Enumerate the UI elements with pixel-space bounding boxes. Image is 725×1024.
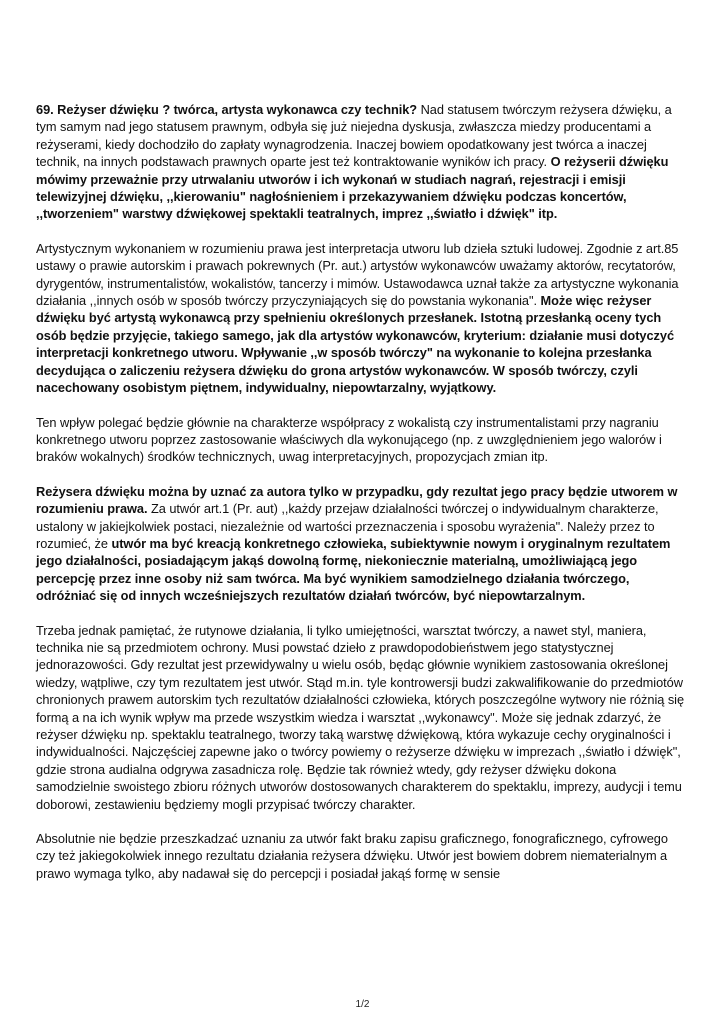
paragraph-4-run-1: Reżysera dźwięku można by uznać za autora tylko w przypadku, gdy rezultat jego pracy będzie utworem w rozumieniu prawa. bbox=[36, 483, 678, 517]
paragraph-5-run-1: Trzeba jednak pamiętać, że rutynowe działania, li tylko umiejętności, warsztat twórczy, a nawet styl, maniera, technika nie są przedmiotem ochrony. Musi powstać dzieło z prawdopodobieństwem jego statystycznej jednorazowości. Gdy rezultat jest przewidywalny u wielu osób, będąc głównie wynikiem zastosowania określonej wiedzy, wątpliwe, czy tym rezultatem jest utwór. Stąd m.in. tyle kontrowersji budzi zakwalifikowanie do przedmiotów chronionych prawem autorskim tych rezultatów działalności człowieka, których poszczególne wytwory nie różnią się formą a na ich wynik wpływ ma przede wszystkim wiedza i warsztat ,,wykonawcy". Może się jednak zdarzyć, że reżyser dźwięku np. spektaklu teatralnego, tworzy taką warstwę dźwiękową, która wykazuje cechy oryginalności i indywidualności. Najczęściej zapewne jako o twórcy powiemy o reżyserze dźwięku w imprezach ,,światło i dźwięk", gdzie strona audialna odgrywa zasadnicza rolę. Będzie tak również wtedy, gdy reżyser dźwięku dokona samodzielnie swoistego zbioru różnych utworów dostosowanych charakterem do spektaklu, imprezy, audycji i temu doborowi, zestawieniu będziemy mogli przypisać twórczy charakter. bbox=[36, 622, 685, 812]
paragraph-artistic-performance bbox=[36, 240, 686, 397]
paragraph-2-run-1: Artystycznym wykonaniem w rozumieniu prawa jest interpretacja utworu lub dzieła sztuki ludowej. Zgodnie z art.85 ustawy o prawie autorskim i prawach pokrewnych (Pr. aut.) artystów wykonawców uważamy aktorów, recytatorów, dyrygentów, instrumentalistów, wokalistów, tancerzy i mimów. Ustawodawca uznał także za artystyczne wykonania działania ,,innych osób w sposób twórczy przyczyniających się do powstania wykonania". bbox=[36, 240, 679, 309]
paragraph-4-run-2: Za utwór art.1 (Pr. aut) ,,każdy przejaw działalności twórczej o indywidualnym charakterze, ustalony w jakiejkolwiek postaci, niezależnie od wartości przeznaczenia i sposobu wyrażenia". Należy przez to rozumieć, że bbox=[36, 501, 659, 551]
paragraph-1-run-2: Nad statusem twórczym reżysera dźwięku, a tym samym nad jego statusem prawnym, odbyła się już niejedna dyskusja, zwłaszcza miedzy producentami a reżyserami, kiedy dochodziło do zapłaty wynagrodzenia. Inaczej bowiem opodatkowany jest twórca a inaczej technik, na innych podstawach prawnych oparte jest też kontraktowanie wyników ich pracy. bbox=[36, 102, 672, 170]
document-body bbox=[36, 101, 686, 899]
paragraph-4-run-3: utwór ma być kreacją konkretnego człowieka, subiektywnie nowym i oryginalnym rezultatem jego działalności, posiadającym jakąś dowolną formę, niekoniecznie materialną, umożliwiającą jego percepcję przez inne osoby niż sam twórca. Ma być wynikiem samodzielnego działania twórczego, odróżniać się od innych wcześniejszych rezultatów działań twórców, być niepowtarzalnym. bbox=[36, 535, 671, 604]
paragraph-3-run-1: Ten wpływ polegać będzie głównie na charakterze współpracy z wokalistą czy instrumentalistami przy nagraniu konkretnego utworu poprzez zastosowanie właściwych dla wykonującego (np. z uwzględnieniem jego walorów i braków wokalnych) środków technicznych, uwag interpretacyjnych, propozycjach zmian itp. bbox=[36, 414, 662, 465]
paragraph-6-run-1: Absolutnie nie będzie przeszkadzać uznaniu za utwór fakt braku zapisu graficznego, fonograficznego, cyfrowego czy też jakiegokolwiek innego rezultatu działania reżysera dźwięku. Utwór jest bowiem dobrem niematerialnym a prawo wymaga tylko, aby nadawał się do percepcji i posiadał jakąś formę w sensie bbox=[36, 831, 668, 881]
paragraph-influence bbox=[36, 414, 686, 466]
paragraph-routine-actions bbox=[36, 622, 686, 813]
paragraph-2-run-2: Może więc reżyser dźwięku być artystą wykonawcą przy spełnieniu określonych przesłanek. Istotną przesłanką oceny tych osób będzie przyjęcie, takiego samego, jak dla artystów wykonawców, kryterium: działanie musi dotyczyć interpretacji konkretnego utworu. Wpływanie ,,w sposób twórczy" na wykonanie to kolejna przesłanka decydująca o zaliczeniu reżysera dźwięku do grona artystów wykonawców. W sposób twórczy, czyli nacechowany osobistym piętnem, indywidualny, niepowtarzalny, wyjątkowy. bbox=[36, 293, 675, 396]
paragraph-heading-69 bbox=[36, 101, 686, 223]
paragraph-1-run-3: O reżyserii dźwięku mówimy przeważnie przy utrwalaniu utworów i ich wykonań w studiach nagrań, rejestracji i emisji telewizyjnej dźwięku, ,,kierowaniu" nagłośnieniem i przekazywaniem dźwięku podczas koncertów, ,,tworzeniem" warstwy dźwiękowej spektakli teatralnych, imprez ,,światło i dźwięk" itp. bbox=[36, 154, 669, 222]
paragraph-no-record bbox=[36, 830, 686, 882]
paragraph-author bbox=[36, 483, 686, 605]
page-number: 1/2 bbox=[355, 999, 370, 1010]
paragraph-1-run-1: 69. Reżyser dźwięku ? twórca, artysta wykonawca czy technik? bbox=[36, 102, 418, 117]
